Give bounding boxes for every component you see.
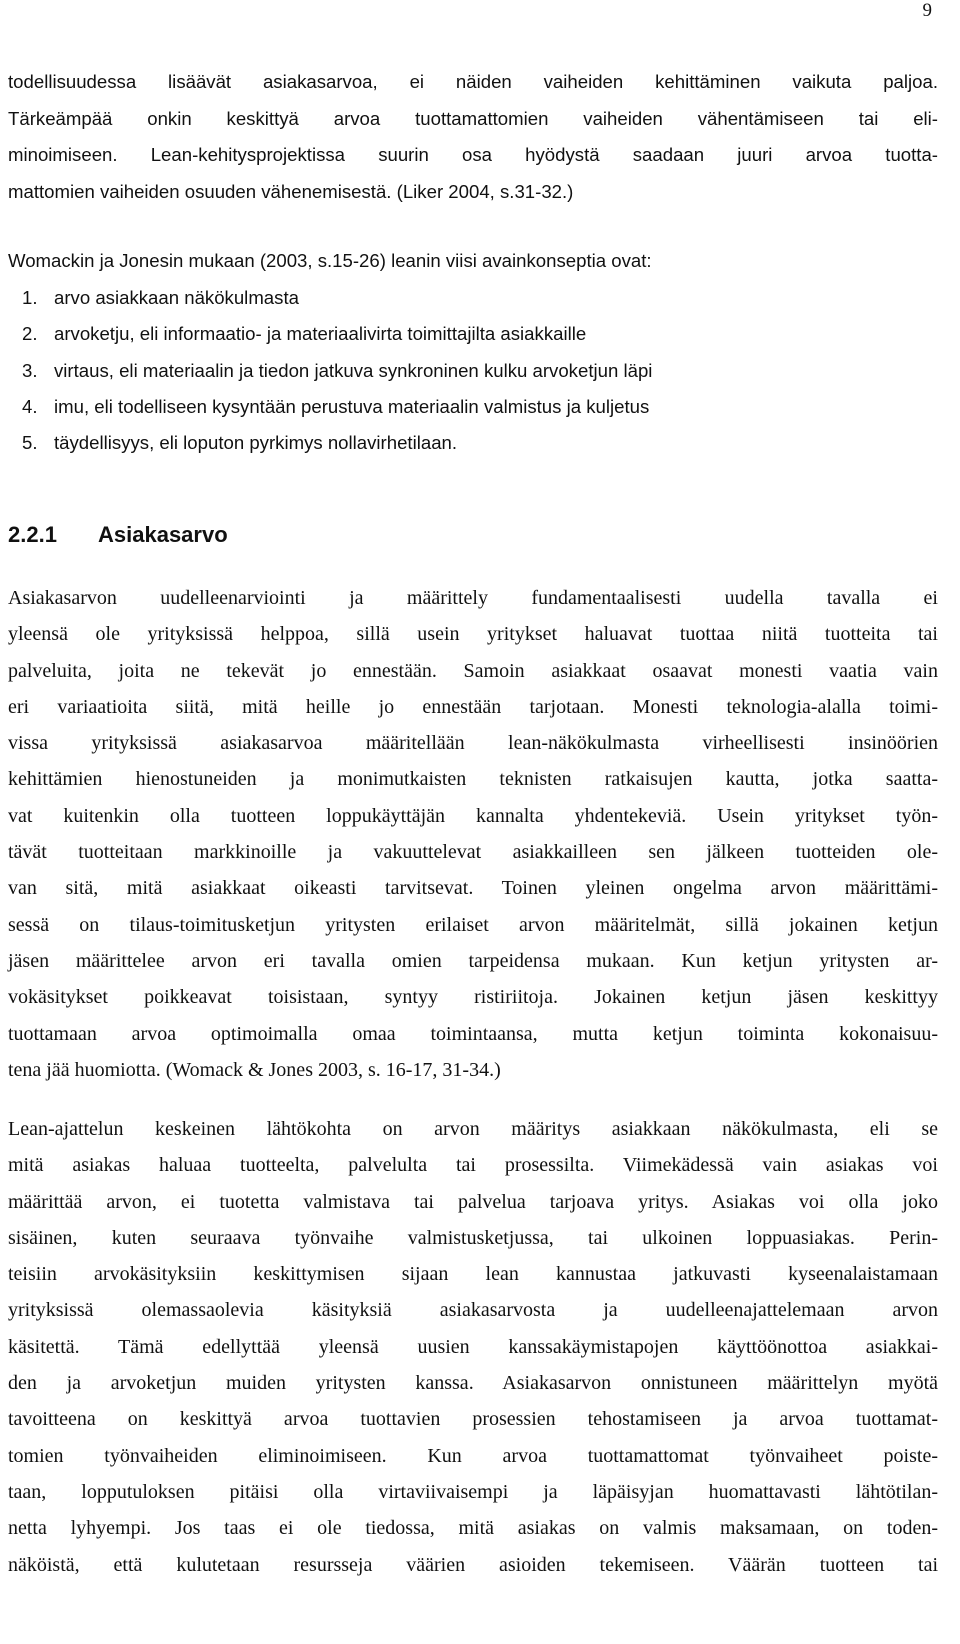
list-item-text: imu, eli todelliseen kysyntään perustuva materiaalin valmistus ja kuljetus bbox=[54, 395, 650, 417]
text-line: tävät tuotteitaan markkinoille ja vakuuttelevat asiakkailleen sen jälkeen tuotteiden ole- bbox=[8, 841, 938, 864]
text-line: Lean-ajattelun keskeinen lähtökohta on arvon määritys asiakkaan näkökulmasta, eli se bbox=[8, 1118, 938, 1140]
text-line: yleensä ole yrityksissä helppoa, sillä usein yritykset haluavat tuottaa niitä tuotteita tai bbox=[8, 623, 938, 646]
page-number: 9 bbox=[922, 0, 932, 21]
text-line: käsitettä. Tämä edellyttää yleensä uusien kanssakäymistapojen käyttöönottoa asiakkai- bbox=[8, 1335, 938, 1358]
text-line: den ja arvoketjun muiden yritysten kanssa. Asiakasarvon onnistuneen määrittelyn myötä bbox=[8, 1372, 938, 1395]
text-line: palveluita, joita ne tekevät jo ennestään. Samoin asiakkaat osaavat monesti vaatia vain bbox=[8, 659, 938, 682]
list-item bbox=[8, 425, 938, 461]
list-item bbox=[8, 353, 938, 389]
text-line: van sitä, mitä asiakkaat oikeasti tarvitsevat. Toinen yleinen ongelma arvon määrittämi- bbox=[8, 877, 938, 900]
text-line: mattomien vaiheiden osuuden vähenemisestä. (Liker 2004, s.31-32.) bbox=[8, 180, 574, 202]
list-item bbox=[8, 316, 938, 352]
text-line: vokäsitykset poikkeavat toisistaan, syntyy ristiriitoja. Jokainen ketjun jäsen keskittyy bbox=[8, 986, 938, 1009]
list-item-number: 2. bbox=[22, 323, 38, 345]
text-line: minoimiseen. Lean-kehitysprojektissa suurin osa hyödystä saadaan juuri arvoa tuotta- bbox=[8, 144, 938, 165]
text-line: netta lyhyempi. Jos taas ei ole tiedossa, mitä asiakas on valmis maksamaan, on toden- bbox=[8, 1517, 938, 1540]
list-item-number: 1. bbox=[22, 287, 38, 308]
intro-paragraph bbox=[8, 64, 938, 210]
text-line: Tärkeämpää onkin keskittyä arvoa tuottamattomien vaiheiden vähentämiseen tai eli- bbox=[8, 107, 938, 129]
body-paragraph bbox=[8, 580, 938, 1088]
text-line: jäsen määrittelee arvon eri tavalla omien tarpeidensa mukaan. Kun ketjun yritysten ar- bbox=[8, 949, 938, 972]
text-line: teisiin arvokäsityksiin keskittymisen sijaan lean kannustaa jatkuvasti kyseenalaistamaan bbox=[8, 1263, 938, 1286]
text-line: näköistä, että kulutetaan resursseja väärien asioiden tekemiseen. Väärän tuotteen tai bbox=[8, 1553, 938, 1576]
section-number: 2.2.1 bbox=[8, 522, 57, 547]
section-heading bbox=[8, 521, 228, 549]
text-line: sisäinen, kuten seuraava työnvaihe valmistusketjussa, tai ulkoinen loppuasiakas. Perin- bbox=[8, 1226, 938, 1249]
list-item-number: 3. bbox=[22, 359, 38, 381]
text-line: taan, lopputuloksen pitäisi olla virtaviivaisempi ja läpäisyjan huomattavasti lähtötilan- bbox=[8, 1480, 938, 1503]
list-item-text: täydellisyys, eli loputon pyrkimys nollavirhetilaan. bbox=[54, 432, 458, 454]
text-line: yrityksissä olemassaolevia käsityksiä asiakasarvosta ja uudelleenajattelemaan arvon bbox=[8, 1299, 938, 1322]
list-item-number: 5. bbox=[22, 432, 38, 454]
text-line: mitä asiakas haluaa tuotteelta, palvelulta tai prosessilta. Viimekädessä vain asiakas voi bbox=[8, 1154, 938, 1177]
text-line: sessä on tilaus-toimitusketjun yritysten erilaiset arvon määritelmät, sillä jokainen ketjun bbox=[8, 913, 938, 936]
body-paragraph bbox=[8, 1111, 938, 1583]
key-concepts-list bbox=[8, 280, 938, 461]
text-line: Asiakasarvon uudelleenarviointi ja määrittely fundamentaalisesti uudella tavalla ei bbox=[8, 587, 938, 609]
text-line: vat kuitenkin olla tuotteen loppukäyttäjän kannalta yhdentekeviä. Usein yritykset työn- bbox=[8, 804, 938, 827]
text-line: kehittämien hienostuneiden ja monimutkaisten teknisten ratkaisujen kautta, jotka saatta- bbox=[8, 768, 938, 791]
text-line: todellisuudessa lisäävät asiakasarvoa, ei näiden vaiheiden kehittäminen vaikuta paljoa. bbox=[8, 71, 938, 92]
text-line: vissa yrityksissä asiakasarvoa määritellään lean-näkökulmasta virheellisesti insinöörien bbox=[8, 732, 938, 755]
text-line: tena jää huomiotta. (Womack & Jones 2003, s. 16-17, 31-34.) bbox=[8, 1058, 501, 1081]
text-line: tavoitteena on keskittyä arvoa tuottavien prosessien tehostamiseen ja arvoa tuottamat- bbox=[8, 1408, 938, 1431]
list-item bbox=[8, 389, 938, 425]
section-title: Asiakasarvo bbox=[98, 522, 228, 547]
list-item-text: arvo asiakkaan näkökulmasta bbox=[54, 287, 299, 308]
list-intro: Womackin ja Jonesin mukaan (2003, s.15-26) leanin viisi avainkonseptia ovat: bbox=[8, 250, 652, 271]
text-line: eri variaatioita siitä, mitä heille jo ennestään tarjotaan. Monesti teknologia-alalla toimi- bbox=[8, 695, 938, 718]
text-line: määrittää arvon, ei tuotetta valmistava tai palvelua tarjoava yritys. Asiakas voi olla joko bbox=[8, 1190, 938, 1213]
text-line: tuottamaan arvoa optimoimalla omaa toimintaansa, mutta ketjun toiminta kokonaisuu- bbox=[8, 1022, 938, 1045]
list-item-number: 4. bbox=[22, 395, 38, 417]
text-line: tomien työnvaiheiden eliminoimiseen. Kun arvoa tuottamattomat työnvaiheet poiste- bbox=[8, 1444, 938, 1467]
list-item-text: arvoketju, eli informaatio- ja materiaalivirta toimittajilta asiakkaille bbox=[54, 323, 587, 345]
list-item-text: virtaus, eli materiaalin ja tiedon jatkuva synkroninen kulku arvoketjun läpi bbox=[54, 359, 653, 381]
list-item bbox=[8, 280, 938, 316]
